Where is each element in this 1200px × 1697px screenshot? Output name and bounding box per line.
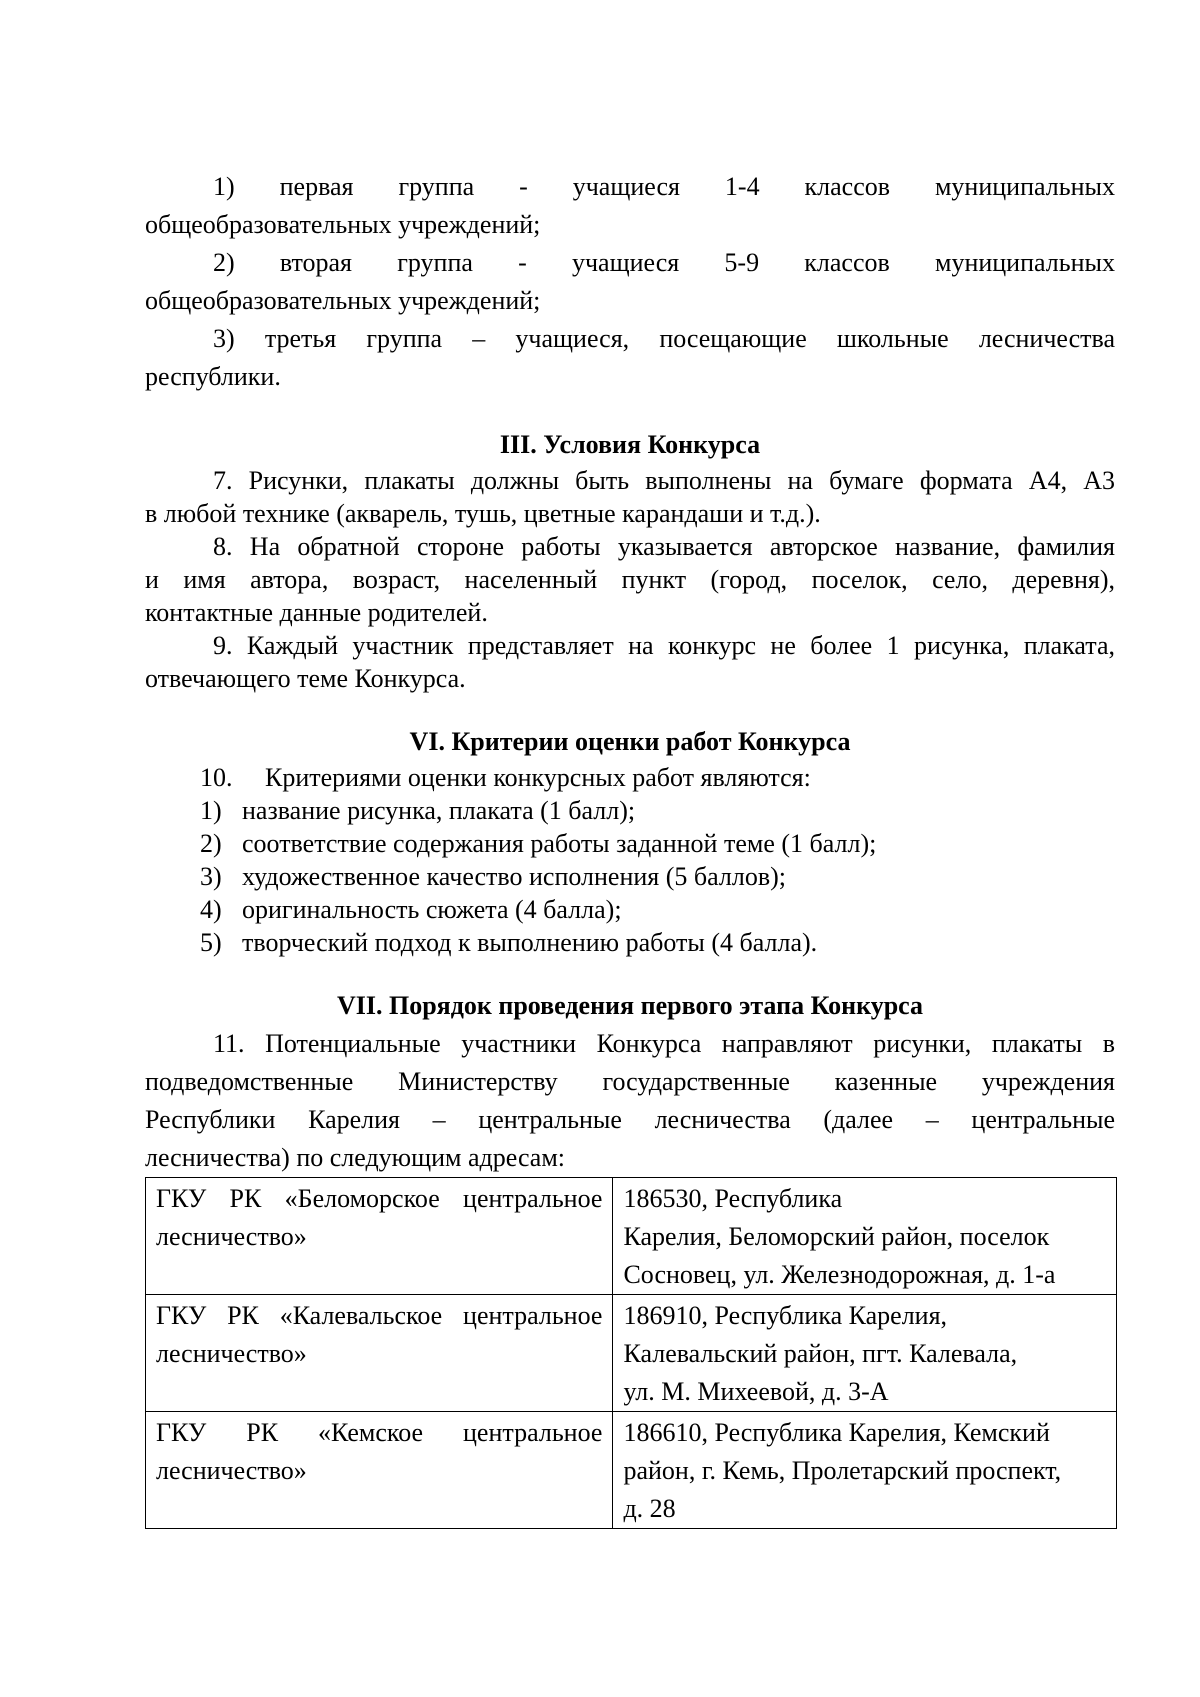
section-7-body <box>145 1025 1115 1529</box>
criteria-item-number: 1) <box>200 796 222 825</box>
forestry-name-line: лесничество» <box>156 1339 307 1368</box>
forestry-name-line: ГКУ РК «Кемское центральное <box>156 1418 603 1447</box>
section-6-title: VI. Критерии оценки работ Конкурса <box>409 727 851 756</box>
item-11-line4: лесничества) по следующим адресам: <box>145 1143 566 1172</box>
item-9-rest: отвечающего теме Конкурса. <box>145 664 466 693</box>
address-line: район, г. Кемь, Пролетарский проспект, <box>623 1456 1062 1485</box>
table-row <box>146 1412 1117 1529</box>
section-3-body <box>145 464 1115 695</box>
forestry-name-cell <box>146 1412 613 1529</box>
section-6-body <box>145 761 1115 959</box>
forestry-address-cell <box>613 1412 1117 1529</box>
section-7-title: VII. Порядок проведения первого этапа Конкурса <box>336 991 924 1020</box>
forestry-name-line: ГКУ РК «Калевальское центральное <box>156 1301 603 1330</box>
item-8-line2: и имя автора, возраст, населенный пункт (город, поселок, село, деревня), <box>145 565 1115 594</box>
address-line: 186910, Республика Карелия, <box>623 1301 948 1330</box>
document-page <box>145 168 1115 1529</box>
criteria-item-number: 5) <box>200 928 222 957</box>
address-line: Сосновец, ул. Железнодорожная, д. 1-а <box>623 1260 1056 1289</box>
criteria-intro <box>145 761 1115 794</box>
criteria-item <box>145 827 1115 860</box>
criteria-item <box>145 893 1115 926</box>
criteria-item <box>145 860 1115 893</box>
group-2-line1: 2) вторая группа - учащиеся 5-9 классов муниципальных <box>213 248 1115 277</box>
group-1-line1: 1) первая группа - учащиеся 1-4 классов муниципальных <box>213 172 1115 201</box>
address-line: 186610, Республика Карелия, Кемский <box>623 1418 1050 1447</box>
criteria-item <box>145 794 1115 827</box>
criteria-item-text: художественное качество исполнения (5 баллов); <box>242 862 787 891</box>
table-row <box>146 1178 1117 1295</box>
group-3-line2: республики. <box>145 362 281 391</box>
criteria-item-text: творческий подход к выполнению работы (4 балла). <box>242 928 818 957</box>
forestry-name-cell <box>146 1178 613 1295</box>
item-7-rest: в любой технике (акварель, тушь, цветные карандаши и т.д.). <box>145 499 821 528</box>
forestry-name-line: лесничество» <box>156 1456 307 1485</box>
criteria-item-text: соответствие содержания работы заданной теме (1 балл); <box>242 829 877 858</box>
table-row <box>146 1295 1117 1412</box>
item-11-line1: 11. Потенциальные участники Конкурса направляют рисунки, плакаты в <box>213 1029 1115 1058</box>
forestry-name-cell <box>146 1295 613 1412</box>
group-2-line2: общеобразовательных учреждений; <box>145 286 541 315</box>
address-line: Калевальский район, пгт. Калевала, <box>623 1339 1018 1368</box>
criteria-intro-text: Критериями оценки конкурсных работ являются: <box>265 763 811 792</box>
forestry-name-line: лесничество» <box>156 1222 307 1251</box>
forestry-address-cell <box>613 1178 1117 1295</box>
criteria-item-number: 4) <box>200 895 222 924</box>
section-3-title: III. Условия Конкурса <box>499 430 761 459</box>
item-9-line1: 9. Каждый участник представляет на конкурс не более 1 рисунка, плаката, <box>213 631 1115 660</box>
forestry-address-cell <box>613 1295 1117 1412</box>
item-7-line1: 7. Рисунки, плакаты должны быть выполнены на бумаге формата А4, А3 <box>213 466 1115 495</box>
criteria-item <box>145 926 1115 959</box>
forestry-address-table <box>145 1177 1117 1529</box>
criteria-list <box>145 794 1115 959</box>
forestry-name-line: ГКУ РК «Беломорское центральное <box>156 1184 603 1213</box>
criteria-intro-number: 10. <box>200 763 233 792</box>
group-3-line1: 3) третья группа – учащиеся, посещающие школьные лесничества <box>213 324 1115 353</box>
criteria-item-text: оригинальность сюжета (4 балла); <box>242 895 622 924</box>
criteria-item-text: название рисунка, плаката (1 балл); <box>242 796 636 825</box>
group-1-line2: общеобразовательных учреждений; <box>145 210 541 239</box>
item-11-line3: Республики Карелия – центральные лесничества (далее – центральные <box>145 1105 1115 1134</box>
item-8-line1: 8. На обратной стороне работы указывается авторское название, фамилия <box>213 532 1115 561</box>
item-11-line2: подведомственные Министерству государственные казенные учреждения <box>145 1067 1115 1096</box>
address-line: д. 28 <box>623 1494 676 1523</box>
address-line: Карелия, Беломорский район, поселок <box>623 1222 1050 1251</box>
address-line: ул. М. Михеевой, д. 3-А <box>623 1377 889 1406</box>
criteria-item-number: 2) <box>200 829 222 858</box>
item-8-rest: контактные данные родителей. <box>145 598 488 627</box>
groups-list <box>145 168 1115 396</box>
address-line: 186530, Республика <box>623 1184 843 1213</box>
criteria-item-number: 3) <box>200 862 222 891</box>
